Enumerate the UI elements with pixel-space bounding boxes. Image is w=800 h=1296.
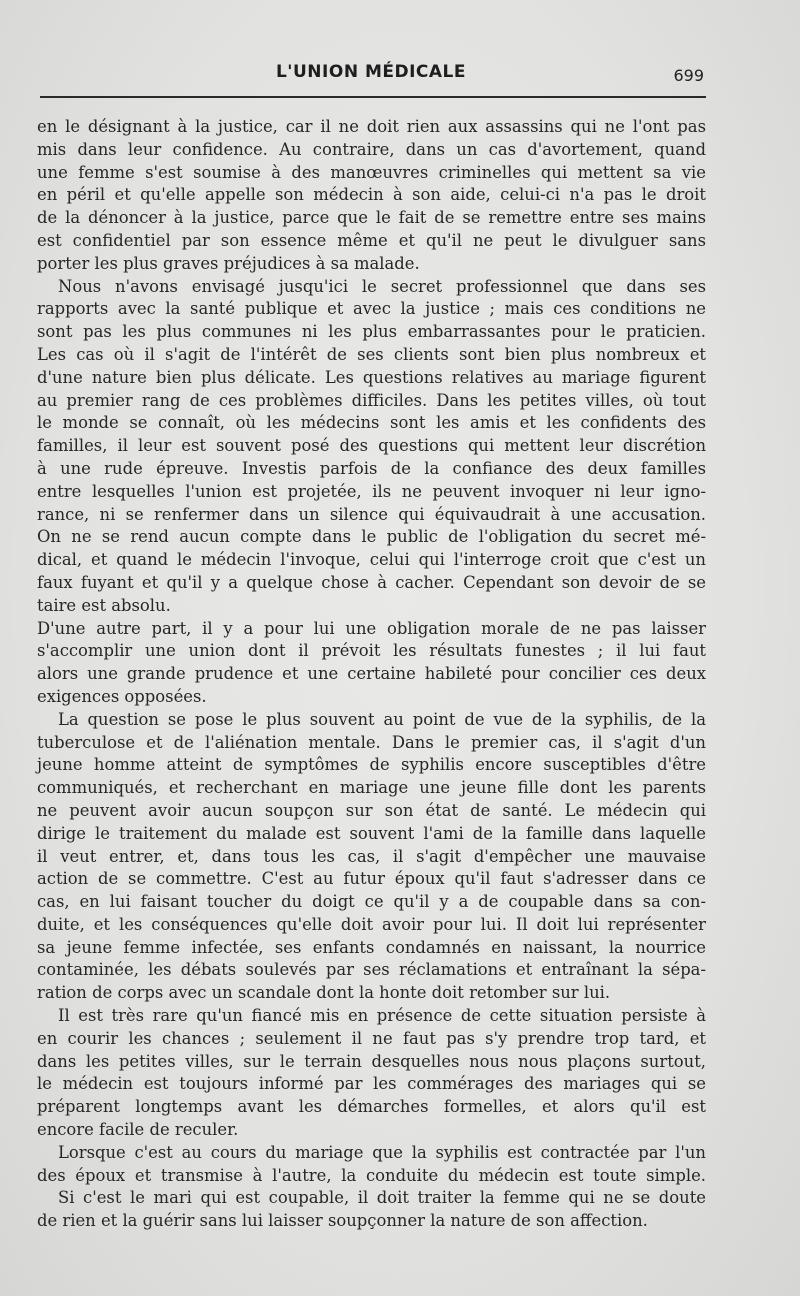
text-line: entre lesquelles l'union est projetée, ils ne peuvent invoquer ni leur igno- — [37, 481, 706, 501]
text-line: rapports avec la santé publique et avec la justice ; mais ces conditions ne — [37, 299, 706, 319]
text-line: sa jeune femme infectée, ses enfants condamnés en naissant, la nourrice — [37, 937, 706, 957]
text-line: On ne se rend aucun compte dans le public de l'obligation du secret mé- — [37, 527, 706, 547]
text-line: de rien et la guérir sans lui laisser soupçonner la nature de son affection. — [37, 1211, 648, 1231]
text-line: en courir les chances ; seulement il ne faut pas s'y prendre trop tard, et — [37, 1028, 706, 1048]
text-line: cas, en lui faisant toucher du doigt ce qu'il y a de coupable dans sa con- — [37, 892, 706, 912]
text-line: Si c'est le mari qui est coupable, il doit traiter la femme qui ne se doute — [58, 1188, 706, 1208]
text-line: D'une autre part, il y a pour lui une obligation morale de ne pas laisser — [37, 618, 706, 638]
text-line: s'accomplir une union dont il prévoit les résultats funestes ; il lui faut — [37, 641, 706, 661]
text-line: La question se pose le plus souvent au point de vue de la syphilis, de la — [58, 709, 706, 729]
text-line: dical, et quand le médecin l'invoque, celui qui l'interroge croit que c'est un — [37, 550, 706, 570]
text-line: une femme s'est soumise à des manœuvres criminelles qui mettent sa vie — [37, 162, 706, 182]
text-line: mis dans leur confidence. Au contraire, dans un cas d'avortement, quand — [37, 139, 706, 159]
text-line: faux fuyant et qu'il y a quelque chose à cacher. Cependant son devoir de se — [37, 572, 706, 592]
text-line: alors une grande prudence et une certaine habileté pour concilier ces deux — [37, 664, 706, 684]
text-line: encore facile de reculer. — [37, 1120, 239, 1140]
text-line: il veut entrer, et, dans tous les cas, il s'agit d'empêcher une mauvaise — [37, 846, 706, 866]
text-line: porter les plus graves préjudices à sa malade. — [37, 253, 420, 273]
text-line: Il est très rare qu'un fiancé mis en présence de cette situation persiste à — [58, 1006, 706, 1026]
header-rule — [40, 96, 706, 98]
text-line: Nous n'avons envisagé jusqu'ici le secret professionnel que dans ses — [58, 276, 706, 296]
text-line: dans les petites villes, sur le terrain desquelles nous nous plaçons surtout, — [37, 1051, 706, 1071]
text-line: de la dénoncer à la justice, parce que le fait de se remettre entre ses mains — [37, 208, 706, 228]
text-line: contaminée, les débats soulevés par ses réclamations et entraînant la sépa- — [37, 960, 706, 980]
text-line: Lorsque c'est au cours du mariage que la syphilis est contractée par l'un — [58, 1142, 706, 1162]
text-line: en le désignant à la justice, car il ne doit rien aux assassins qui ne l'ont pas — [37, 117, 706, 136]
text-line: dirige le traitement du malade est souvent l'ami de la famille dans laquelle — [37, 823, 706, 843]
text-line: rance, ni se renfermer dans un silence qui équivaudrait à une accusation. — [37, 504, 706, 524]
text-line: tuberculose et de l'aliénation mentale. Dans le premier cas, il s'agit d'un — [37, 732, 706, 752]
text-line: le médecin est toujours informé par les commérages des mariages qui se — [37, 1074, 706, 1094]
text-line: exigences opposées. — [37, 686, 207, 706]
text-line: taire est absolu. — [37, 595, 171, 615]
text-line: au premier rang de ces problèmes difficiles. Dans les petites villes, où tout — [37, 390, 706, 410]
text-line: sont pas les plus communes ni les plus embarrassantes pour le praticien. — [37, 322, 706, 342]
text-line: des époux et transmise à l'autre, la conduite du médecin est toute simple. — [37, 1165, 706, 1185]
text-line: ration de corps avec un scandale dont la honte doit retomber sur lui. — [37, 983, 611, 1003]
text-line: le monde se connaît, où les médecins sont les amis et les confidents des — [37, 413, 706, 433]
text-line: à une rude épreuve. Investis parfois de la confiance des deux familles — [37, 458, 706, 478]
page-number: 699 — [673, 66, 704, 85]
text-line: est confidentiel par son essence même et qu'il ne peut le divulguer sans — [37, 230, 706, 250]
running-title: L'UNION MÉDICALE — [275, 62, 467, 82]
text-line: communiqués, et recherchant en mariage une jeune fille dont les parents — [37, 778, 706, 798]
text-line: action de se commettre. C'est au futur époux qu'il faut s'adresser dans ce — [37, 869, 706, 889]
text-line: d'une nature bien plus délicate. Les questions relatives au mariage figurent — [37, 367, 706, 387]
text-line: jeune homme atteint de symptômes de syphilis encore susceptibles d'être — [37, 755, 706, 775]
text-line: ne peuvent avoir aucun soupçon sur son état de santé. Le médecin qui — [37, 800, 706, 820]
text-line: en péril et qu'elle appelle son médecin à son aide, celui-ci n'a pas le droit — [37, 185, 706, 205]
page-header — [36, 60, 706, 90]
text-line: Les cas où il s'agit de l'intérêt de ses clients sont bien plus nombreux et — [37, 344, 706, 364]
text-line: préparent longtemps avant les démarches formelles, et alors qu'il est — [37, 1097, 706, 1117]
text-line: familles, il leur est souvent posé des questions qui mettent leur discrétion — [37, 436, 706, 456]
body-text — [37, 116, 706, 1233]
text-line: duite, et les conséquences qu'elle doit avoir pour lui. Il doit lui représenter — [37, 914, 706, 934]
